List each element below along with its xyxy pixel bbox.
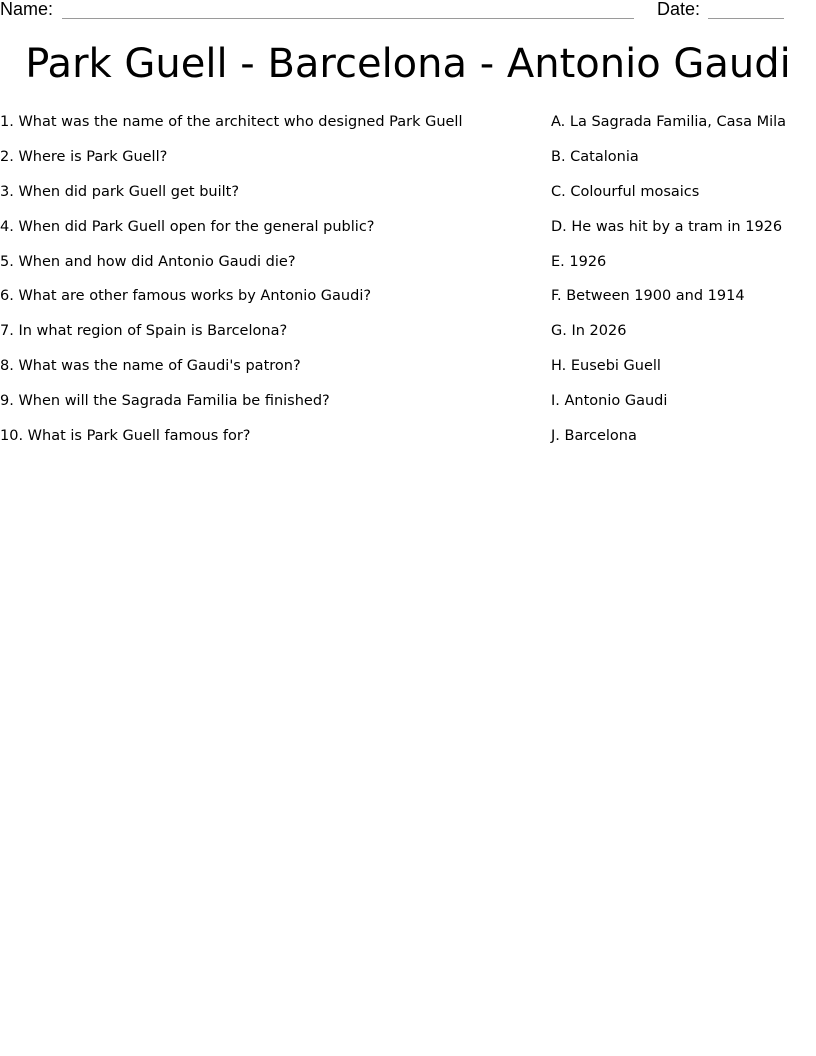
answer-item: F. Between 1900 and 1914 (551, 288, 745, 305)
answer-item: J. Barcelona (551, 428, 637, 445)
question-item: 2. Where is Park Guell? (0, 148, 168, 165)
question-item: 10. What is Park Guell famous for? (0, 428, 251, 445)
question-item: 1. What was the name of the architect who designed Park Guell (0, 114, 463, 130)
answer-item: B. Catalonia (551, 148, 639, 165)
answer-item: E. 1926 (551, 253, 607, 270)
question-item: 5. When and how did Antonio Gaudi die? (0, 253, 296, 270)
answer-item: C. Colourful mosaics (551, 183, 700, 200)
question-list (0, 112, 520, 461)
answer-item: A. La Sagrada Familia, Casa Mila (551, 114, 787, 130)
answer-item: D. He was hit by a tram in 1926 (551, 218, 783, 235)
question-item: 6. What are other famous works by Antonio Gaudi? (0, 288, 372, 305)
answer-item: H. Eusebi Guell (551, 358, 661, 375)
date-label: Date: (657, 0, 701, 19)
question-item: 8. What was the name of Gaudi's patron? (0, 358, 301, 375)
worksheet-header (0, 0, 816, 24)
worksheet-title: Park Guell - Barcelona - Antonio Gaudi (25, 41, 791, 87)
date-field[interactable] (708, 18, 784, 19)
question-item: 7. In what region of Spain is Barcelona? (0, 323, 288, 340)
answer-list (551, 112, 816, 461)
answer-item: G. In 2026 (551, 323, 627, 340)
question-item: 9. When will the Sagrada Familia be finished? (0, 393, 330, 410)
name-field[interactable] (62, 18, 634, 19)
answer-item: I. Antonio Gaudi (551, 393, 668, 410)
question-item: 4. When did Park Guell open for the general public? (0, 218, 375, 235)
name-label: Name: (0, 0, 54, 19)
question-item: 3. When did park Guell get built? (0, 183, 240, 200)
